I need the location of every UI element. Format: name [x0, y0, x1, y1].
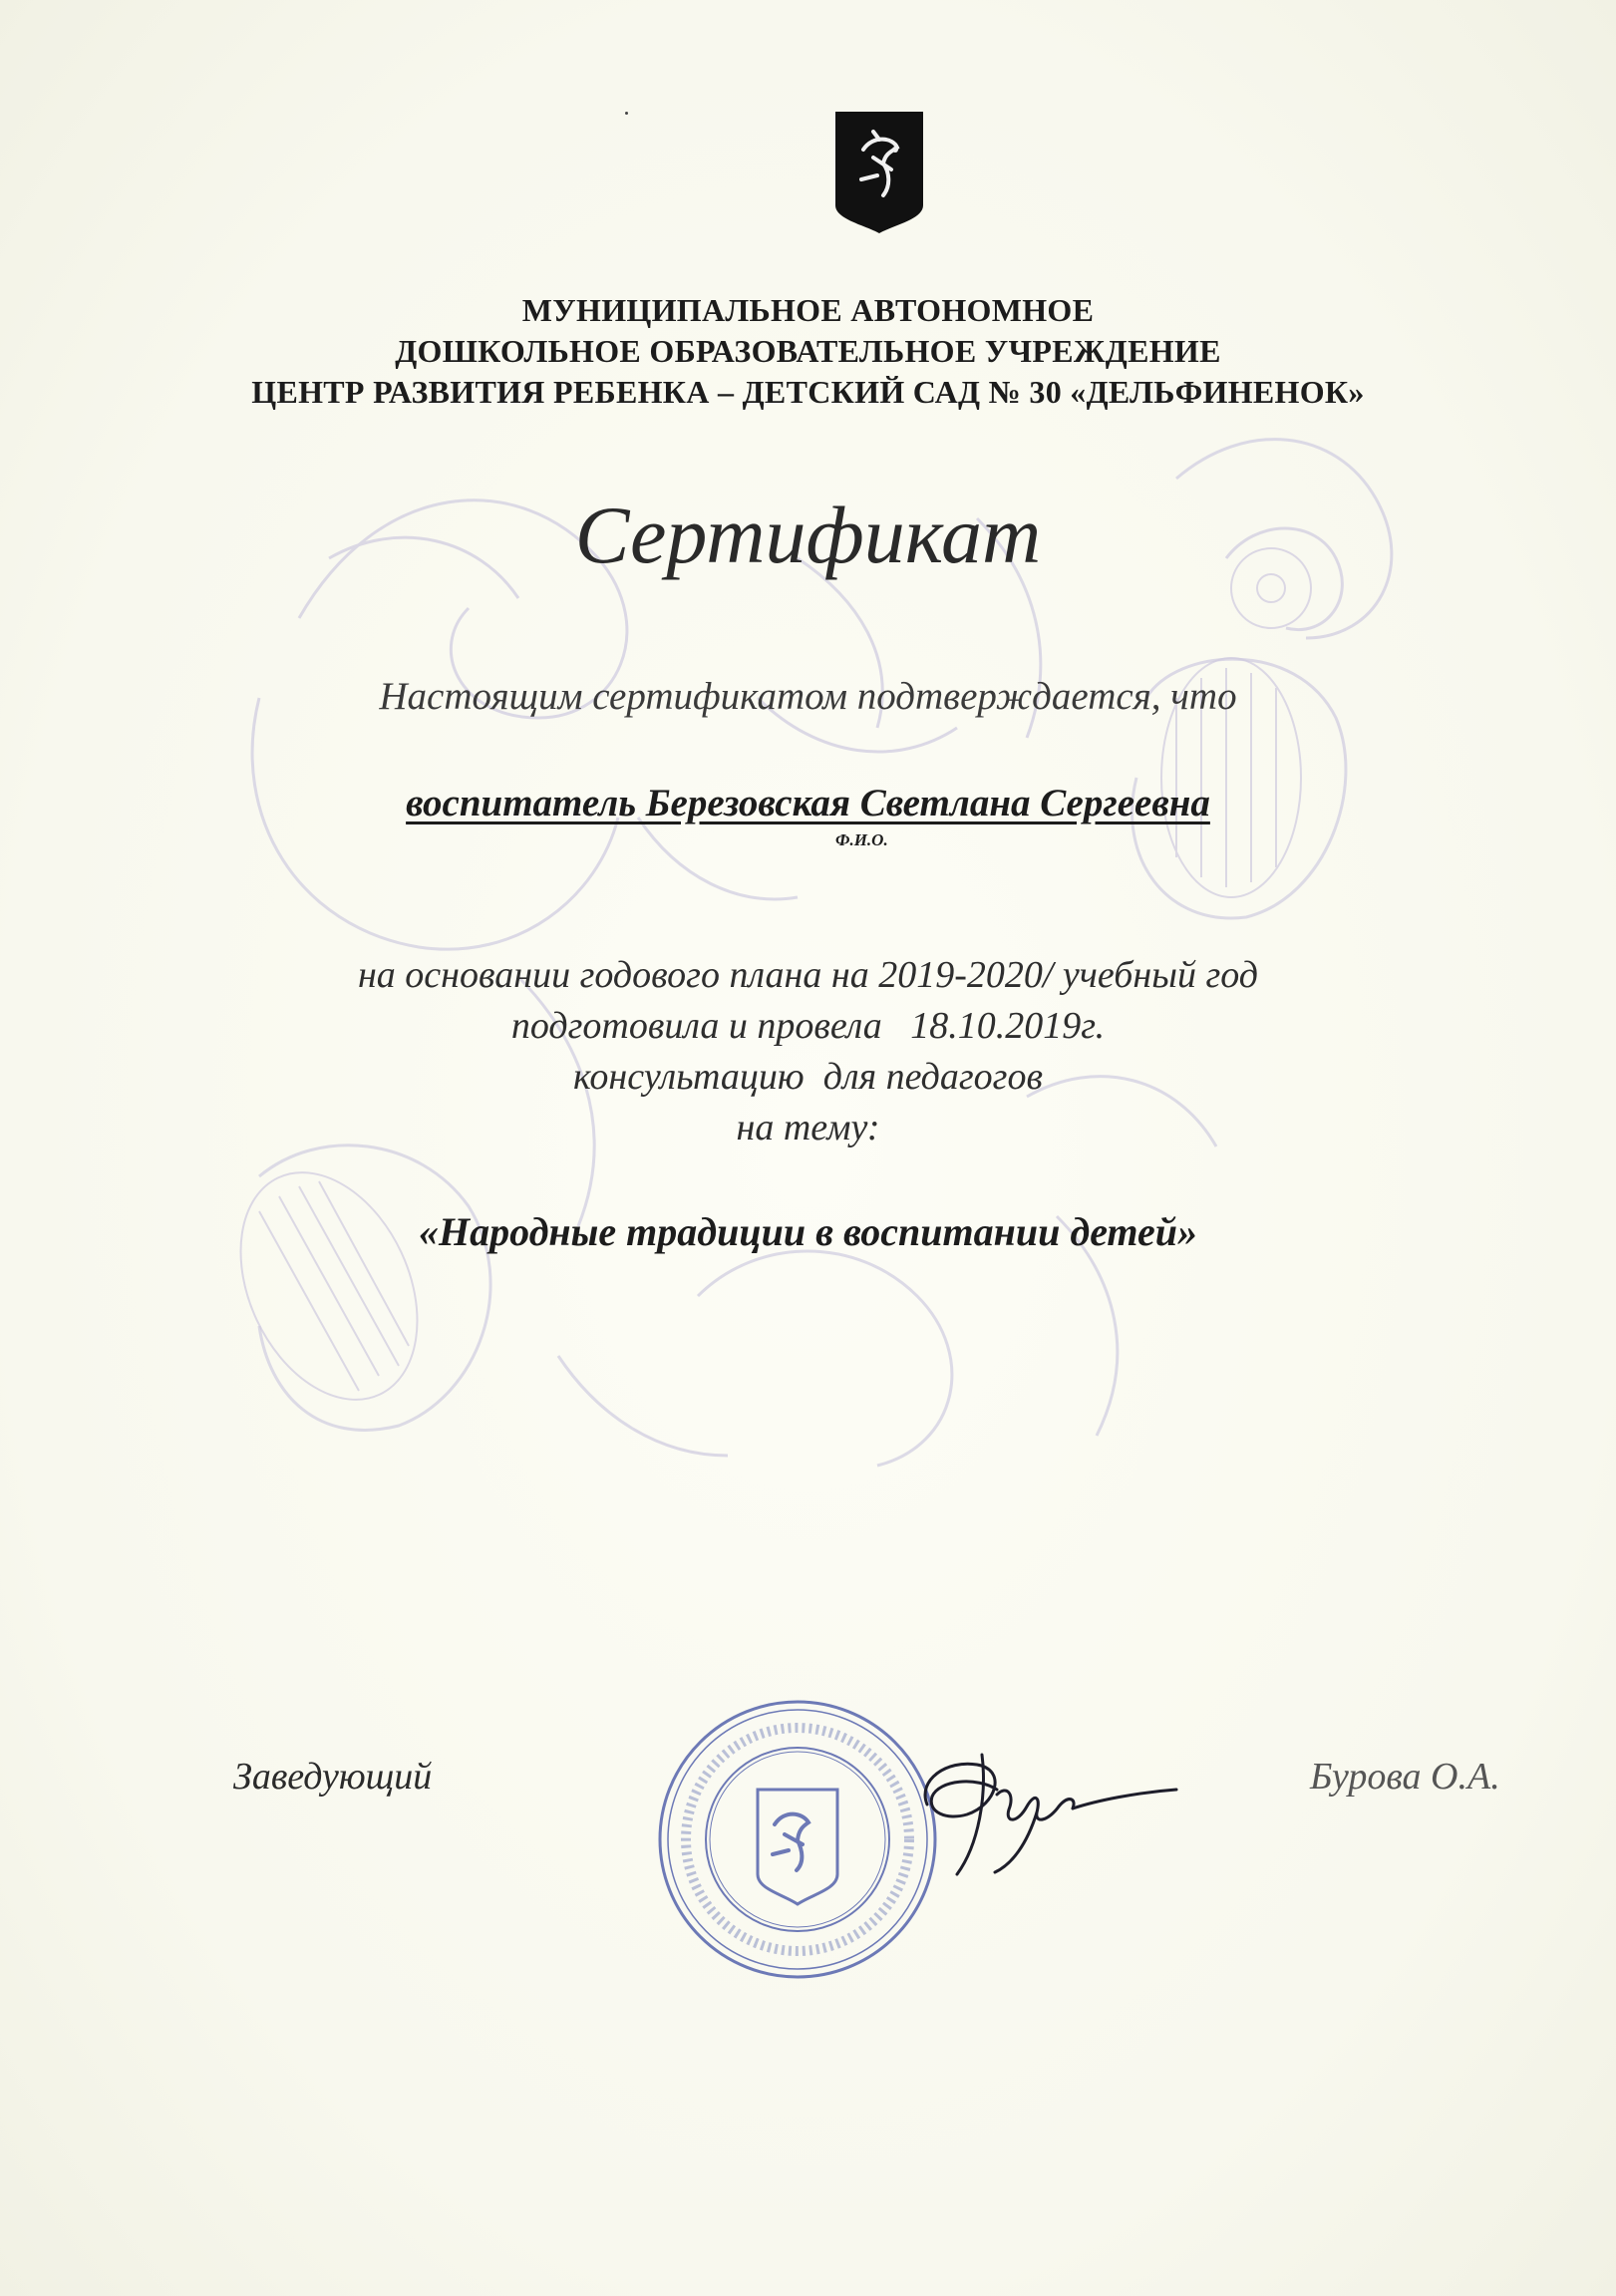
- recipient-line: [0, 781, 1616, 825]
- body-line: консультацию для педагогов: [573, 1056, 1043, 1098]
- recipient-caption: Ф.И.О.: [835, 830, 888, 849]
- body-line: на тему:: [736, 1107, 880, 1148]
- scan-speck: [625, 112, 628, 115]
- organization-line-2: ДОШКОЛЬНОЕ ОБРАЗОВАТЕЛЬНОЕ УЧРЕЖДЕНИЕ: [395, 333, 1221, 369]
- certificate-title: Сертификат: [574, 490, 1042, 580]
- body-line: на основании годового плана на 2019-2020/ учебный год: [357, 954, 1259, 996]
- handwritten-signature-icon: [887, 1735, 1186, 1884]
- signatory-name: Бурова О.А.: [1310, 1756, 1500, 1798]
- recipient-name: воспитатель Березовская Светлана Сергеевна: [406, 782, 1210, 824]
- organization-header: [0, 290, 1616, 413]
- organization-line-1: МУНИЦИПАЛЬНОЕ АВТОНОМНОЕ: [521, 292, 1095, 328]
- signatory-position: Заведующий: [233, 1756, 433, 1798]
- organization-line-3: ЦЕНТР РАЗВИТИЯ РЕБЕНКА – ДЕТСКИЙ САД № 30 «ДЕЛЬФИНЕНОК»: [251, 374, 1365, 410]
- body-line: подготовила и провела 18.10.2019г.: [510, 1005, 1106, 1047]
- confirmation-text: Настоящим сертификатом подтверждается, что: [379, 675, 1237, 718]
- consultation-topic: «Народные традиции в воспитании детей»: [418, 1209, 1197, 1254]
- certificate-body: [0, 950, 1616, 1153]
- city-coat-of-arms-icon: [833, 110, 925, 235]
